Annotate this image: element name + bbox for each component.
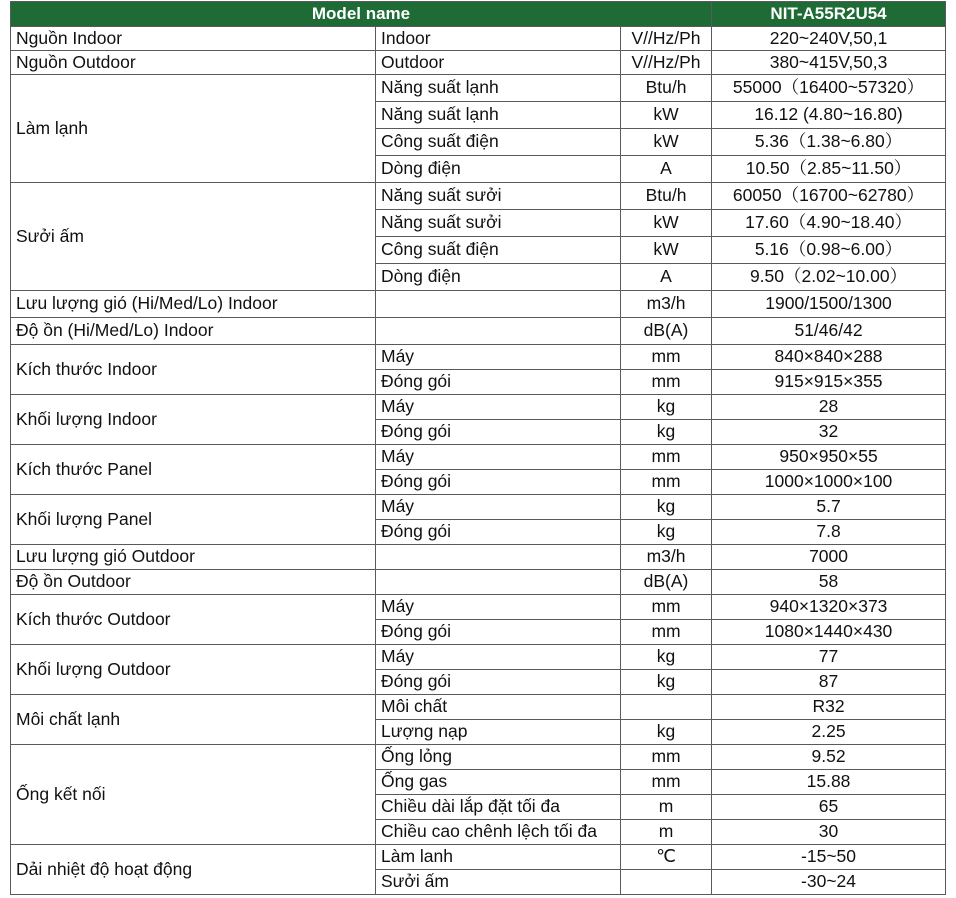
spec-sub-cell: Năng suất lạnh — [376, 102, 621, 129]
unit-cell: Btu/h — [621, 183, 712, 210]
table-row — [11, 75, 946, 102]
spec-sub-cell: Máy — [376, 445, 621, 470]
unit-cell: mm — [621, 595, 712, 620]
value-cell: 17.60（4.90~18.40） — [712, 210, 946, 237]
unit-cell: kW — [621, 237, 712, 264]
spec-group-cell: Môi chất lạnh — [11, 695, 376, 745]
unit-cell: mm — [621, 470, 712, 495]
table-row — [11, 395, 946, 420]
table-row — [11, 745, 946, 770]
value-cell: 55000（16400~57320） — [712, 75, 946, 102]
value-cell: 950×950×55 — [712, 445, 946, 470]
spec-sub-cell — [376, 318, 621, 345]
spec-group-cell: Kích thước Panel — [11, 445, 376, 495]
value-cell: -30~24 — [712, 870, 946, 895]
spec-sub-cell: Dòng điện — [376, 156, 621, 183]
value-cell: R32 — [712, 695, 946, 720]
spec-sub-cell: Ống gas — [376, 770, 621, 795]
spec-name-cell: Lưu lượng gió (Hi/Med/Lo) Indoor — [11, 291, 376, 318]
value-cell: 380~415V,50,3 — [712, 51, 946, 75]
unit-cell: mm — [621, 345, 712, 370]
spec-sub-cell — [376, 570, 621, 595]
spec-rows — [11, 27, 946, 895]
table-row — [11, 645, 946, 670]
value-cell: 28 — [712, 395, 946, 420]
spec-name-cell: Nguồn Indoor — [11, 27, 376, 51]
spec-sub-cell: Công suất điện — [376, 237, 621, 264]
table-row — [11, 27, 946, 51]
unit-cell: kg — [621, 670, 712, 695]
unit-cell: dB(A) — [621, 318, 712, 345]
table-row — [11, 845, 946, 870]
unit-cell: m — [621, 820, 712, 845]
table-row — [11, 51, 946, 75]
spec-sub-cell: Máy — [376, 395, 621, 420]
unit-cell: m3/h — [621, 291, 712, 318]
value-cell: 915×915×355 — [712, 370, 946, 395]
spec-sub-cell: Đóng gói — [376, 620, 621, 645]
value-cell: 2.25 — [712, 720, 946, 745]
spec-sub-cell: Chiều dài lắp đặt tối đa — [376, 795, 621, 820]
value-cell: 15.88 — [712, 770, 946, 795]
unit-cell: V//Hz/Ph — [621, 27, 712, 51]
unit-cell: mm — [621, 370, 712, 395]
value-cell: 30 — [712, 820, 946, 845]
unit-cell — [621, 695, 712, 720]
spec-group-cell: Dải nhiệt độ hoạt động — [11, 845, 376, 895]
spec-sub-cell: Chiều cao chênh lệch tối đa — [376, 820, 621, 845]
unit-cell: kW — [621, 210, 712, 237]
table-row — [11, 545, 946, 570]
model-name-header: Model name — [11, 2, 712, 27]
spec-group-cell: Ống kết nối — [11, 745, 376, 845]
unit-cell: V//Hz/Ph — [621, 51, 712, 75]
spec-name-cell: Độ ồn (Hi/Med/Lo) Indoor — [11, 318, 376, 345]
unit-cell: mm — [621, 770, 712, 795]
spec-group-cell: Khối lượng Indoor — [11, 395, 376, 445]
table-row — [11, 318, 946, 345]
value-cell: 65 — [712, 795, 946, 820]
unit-cell: Btu/h — [621, 75, 712, 102]
spec-sub-cell: Indoor — [376, 27, 621, 51]
spec-sub-cell: Máy — [376, 345, 621, 370]
spec-sub-cell: Máy — [376, 595, 621, 620]
value-cell: 840×840×288 — [712, 345, 946, 370]
spec-name-cell: Nguồn Outdoor — [11, 51, 376, 75]
unit-cell: kg — [621, 395, 712, 420]
value-cell: 87 — [712, 670, 946, 695]
unit-cell: kg — [621, 420, 712, 445]
value-cell: 10.50（2.85~11.50） — [712, 156, 946, 183]
spec-sub-cell: Ống lỏng — [376, 745, 621, 770]
spec-sub-cell: Outdoor — [376, 51, 621, 75]
spec-sub-cell: Công suất điện — [376, 129, 621, 156]
unit-cell: kg — [621, 720, 712, 745]
value-cell: 220~240V,50,1 — [712, 27, 946, 51]
spec-group-cell: Sưởi ấm — [11, 183, 376, 291]
unit-cell: kW — [621, 129, 712, 156]
unit-cell: mm — [621, 620, 712, 645]
spec-group-cell: Khối lượng Outdoor — [11, 645, 376, 695]
value-cell: 940×1320×373 — [712, 595, 946, 620]
value-cell: 1000×1000×100 — [712, 470, 946, 495]
value-cell: 7.8 — [712, 520, 946, 545]
value-cell: 5.7 — [712, 495, 946, 520]
value-cell: 60050（16700~62780） — [712, 183, 946, 210]
unit-cell: kg — [621, 520, 712, 545]
table-row — [11, 183, 946, 210]
unit-cell: kg — [621, 645, 712, 670]
spec-sub-cell: Máy — [376, 495, 621, 520]
spec-sub-cell — [376, 291, 621, 318]
spec-sub-cell: Đóng gói — [376, 670, 621, 695]
spec-sub-cell: Đóng gói — [376, 370, 621, 395]
header-row — [11, 2, 946, 27]
spec-group-cell: Kích thước Outdoor — [11, 595, 376, 645]
table-row — [11, 445, 946, 470]
spec-sub-cell: Đóng gói — [376, 520, 621, 545]
spec-sub-cell: Dòng điện — [376, 264, 621, 291]
spec-sub-cell: Đóng gói — [376, 470, 621, 495]
spec-sub-cell: Làm lanh — [376, 845, 621, 870]
spec-sub-cell: Năng suất sưởi — [376, 183, 621, 210]
value-cell: 1080×1440×430 — [712, 620, 946, 645]
value-cell: 9.50（2.02~10.00） — [712, 264, 946, 291]
unit-cell: A — [621, 156, 712, 183]
table-row — [11, 595, 946, 620]
value-cell: 1900/1500/1300 — [712, 291, 946, 318]
unit-cell: mm — [621, 745, 712, 770]
table-row — [11, 695, 946, 720]
table-row — [11, 495, 946, 520]
unit-cell: m — [621, 795, 712, 820]
value-cell: 9.52 — [712, 745, 946, 770]
spec-sub-cell: Môi chất — [376, 695, 621, 720]
value-cell: 77 — [712, 645, 946, 670]
value-cell: -15~50 — [712, 845, 946, 870]
spec-sub-cell: Đóng gói — [376, 420, 621, 445]
spec-group-cell: Khối lượng Panel — [11, 495, 376, 545]
unit-cell: kg — [621, 495, 712, 520]
unit-cell — [621, 870, 712, 895]
spec-name-cell: Độ ồn Outdoor — [11, 570, 376, 595]
value-cell: 5.36（1.38~6.80） — [712, 129, 946, 156]
spec-group-cell: Làm lạnh — [11, 75, 376, 183]
unit-cell: A — [621, 264, 712, 291]
value-cell: 7000 — [712, 545, 946, 570]
value-cell: 32 — [712, 420, 946, 445]
value-cell: 16.12 (4.80~16.80) — [712, 102, 946, 129]
value-cell: 58 — [712, 570, 946, 595]
table-row — [11, 570, 946, 595]
spec-group-cell: Kích thước Indoor — [11, 345, 376, 395]
value-cell: 5.16（0.98~6.00） — [712, 237, 946, 264]
spec-sub-cell: Máy — [376, 645, 621, 670]
unit-cell: mm — [621, 445, 712, 470]
spec-sub-cell — [376, 545, 621, 570]
spec-name-cell: Lưu lượng gió Outdoor — [11, 545, 376, 570]
value-cell: 51/46/42 — [712, 318, 946, 345]
unit-cell: ℃ — [621, 845, 712, 870]
spec-sub-cell: Năng suất lạnh — [376, 75, 621, 102]
spec-sub-cell: Sưởi ấm — [376, 870, 621, 895]
table-row — [11, 291, 946, 318]
model-value-header: NIT-A55R2U54 — [712, 2, 946, 27]
spec-sub-cell: Năng suất sưởi — [376, 210, 621, 237]
unit-cell: m3/h — [621, 545, 712, 570]
spec-sub-cell: Lượng nạp — [376, 720, 621, 745]
table-row — [11, 345, 946, 370]
spec-table — [10, 1, 946, 895]
unit-cell: dB(A) — [621, 570, 712, 595]
unit-cell: kW — [621, 102, 712, 129]
